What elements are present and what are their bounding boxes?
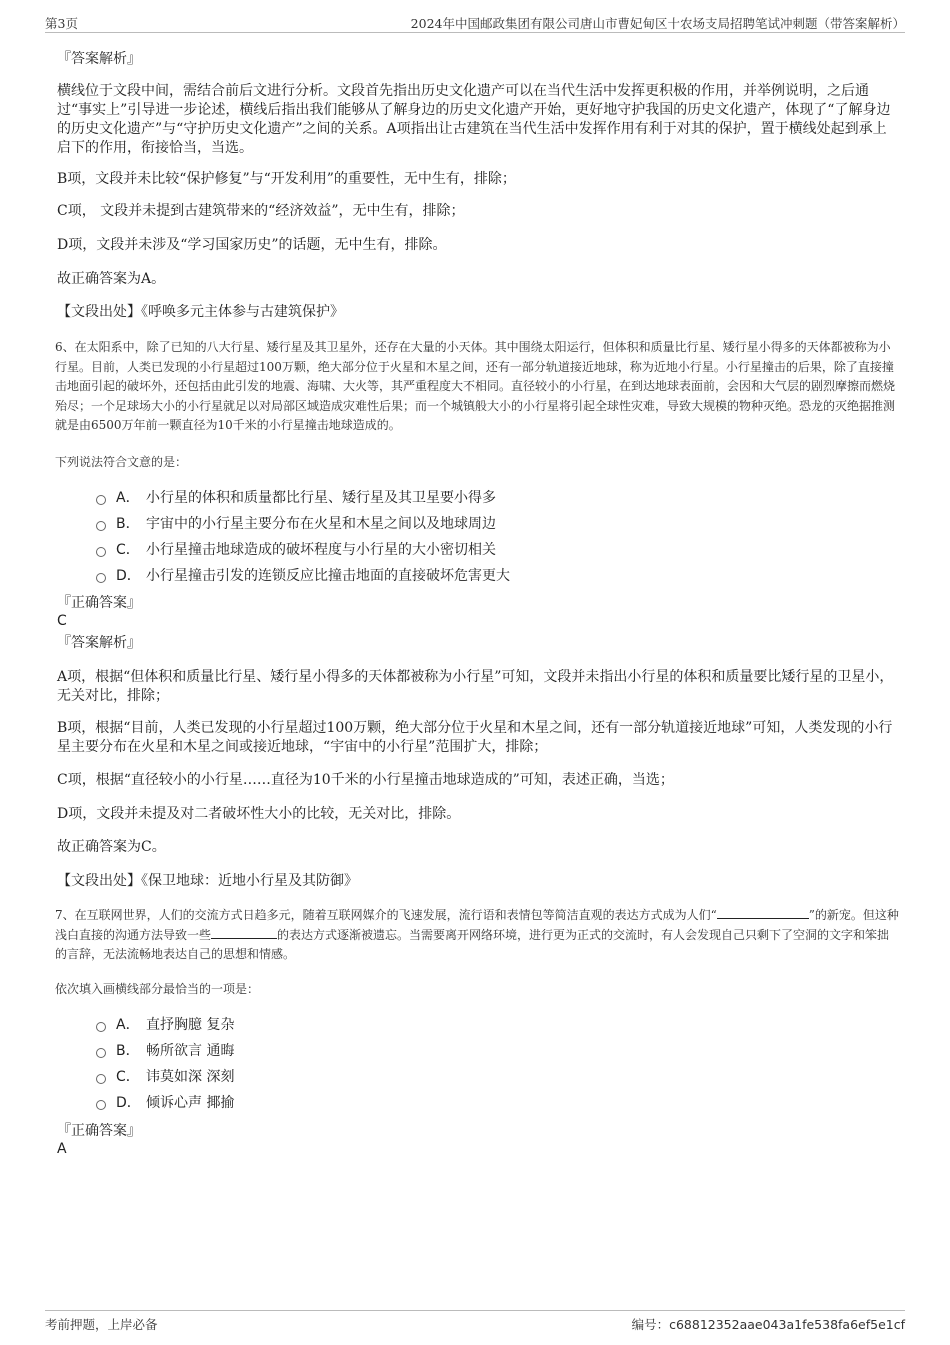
q7-passage: 7、在互联网世界，人们的交流方式日趋多元，随着互联网媒介的飞速发展，流行语和表情包等简洁直观的表达方式成为人们“ ”的新宠。但这种浅白直接的沟通方法导致一些 的表达方式逐渐被遗忘。当需要离开网络环境，进行更为正式的交流时，有人会发现自己只剩下了空洞的文字和笨拙的言辞，无法流畅地表达自己的思想和情感。 — [55, 908, 899, 961]
radio-icon[interactable] — [96, 1022, 106, 1032]
radio-icon[interactable] — [96, 1048, 106, 1058]
q6-analysis-b: B项，根据“目前，人类已发现的小行星超过100万颗，绝大部分位于火星和木星之间，还有一部分轨道接近地球”可知，人类发现的小行星主要分布在火星和木星之间或接近地球，“宇宙中的小行星”范围扩大，排除； — [57, 720, 893, 755]
footer-slogan: 考前押题，上岸必备 — [45, 1317, 158, 1332]
document-title: 2024年中国邮政集团有限公司唐山市曹妃甸区十农场支局招聘笔试冲刺题（带答案解析） — [410, 16, 905, 31]
q7-answer: A — [57, 1141, 67, 1157]
q7-option-a[interactable]: A． 直抒胸臆 复杂 — [96, 1015, 234, 1035]
answer-blank-2 — [211, 926, 277, 939]
q6-passage: 6、在太阳系中，除了已知的八大行星、矮行星及其卫星外，还存在大量的小天体。其中围绕太阳运行，但体积和质量比行星、矮行星小得多的天体都被称为小行星。目前，人类已发现的小行星超过100万颗，绝大部分位于火星和木星之间，还有一部分轨道接近地球，称为近地小行星。小行星撞击的后果，除了直接撞击地面引起的破坏外，还包括由此引发的地震、海啸、大火等，其严重程度大不相同。直径较小的小行星，在到达地球表面前，会因和大气层的剧烈摩擦而燃烧殆尽；一个足球场大小的小行星就足以对局部区域造成灾难性后果；而一个城镇般大小的小行星将引起全球性灾难，导致大规模的物种灭绝。恐龙的灭绝据推测就是由6500万年前一颗直径为10千米的小行星撞击地球造成的。 — [55, 340, 896, 432]
q7-option-d[interactable]: D． 倾诉心声 揶揄 — [96, 1093, 234, 1113]
radio-icon[interactable] — [96, 1100, 106, 1110]
q6-source: 【文段出处】《保卫地球：近地小行星及其防御》 — [57, 873, 358, 889]
q5-conclusion: 故正确答案为A。 — [57, 271, 166, 287]
q6-prompt: 下列说法符合文意的是： — [55, 455, 188, 469]
q6-analysis-c: C项，根据“直径较小的小行星……直径为10千米的小行星撞击地球造成的”可知，表述正确，当选； — [57, 772, 674, 788]
q5-analysis-d: D项，文段并未涉及“学习国家历史”的话题，无中生有，排除。 — [57, 237, 447, 253]
q6-option-c[interactable]: C． 小行星撞击地球造成的破坏程度与小行星的大小密切相关 — [96, 540, 496, 560]
page-number: 第3页 — [45, 16, 78, 31]
q6-analysis-a: A项，根据“但体积和质量比行星、矮行星小得多的天体都被称为小行星”可知，文段并未指出小行星的体积和质量要比矮行星的卫星小，无关对比，排除； — [57, 669, 894, 704]
radio-icon[interactable] — [96, 521, 106, 531]
q7-option-c[interactable]: C． 讳莫如深 深刻 — [96, 1067, 234, 1087]
q5-analysis-c: C项， 文段并未提到古建筑带来的“经济效益”，无中生有，排除； — [57, 203, 465, 219]
radio-icon[interactable] — [96, 547, 106, 557]
page-header — [45, 14, 905, 33]
q6-analysis-d: D项，文段并未提及对二者破坏性大小的比较，无关对比，排除。 — [57, 806, 461, 822]
q6-option-b[interactable]: B． 宇宙中的小行星主要分布在火星和木星之间以及地球周边 — [96, 514, 496, 534]
q6-answer-label: 『正确答案』 — [57, 595, 141, 611]
q6-analysis-label: 『答案解析』 — [57, 635, 141, 651]
document-id: 编号：c68812352aae043a1fe538fa6ef5e1cf — [631, 1317, 905, 1332]
q5-analysis-b: B项，文段并未比较“保护修复”与“开发利用”的重要性，无中生有，排除； — [57, 171, 516, 187]
q6-answer: C — [57, 613, 67, 629]
q6-option-d[interactable]: D． 小行星撞击引发的连锁反应比撞击地面的直接破坏危害更大 — [96, 566, 510, 586]
q6-option-a[interactable]: A． 小行星的体积和质量都比行星、矮行星及其卫星要小得多 — [96, 488, 496, 508]
q5-analysis-main: 横线位于文段中间，需结合前后文进行分析。文段首先指出历史文化遗产可以在当代生活中发挥更积极的作用，并举例说明，之后通过“事实上”引导进一步论述，横线后指出我们能够从了解身边的历史文化遗产开始，更好地守护我国的历史文化遗产，体现了“了解身边的历史文化遗产”与“守护历史文化遗产”之间的关系。A项指出让古建筑在当代生活中发挥作用有利于对其的保护，置于横线处起到承上启下的作用，衔接恰当，当选。 — [57, 83, 891, 156]
answer-blank-1 — [717, 906, 809, 919]
q5-analysis-label: 『答案解析』 — [57, 51, 141, 67]
radio-icon[interactable] — [96, 495, 106, 505]
q7-option-b[interactable]: B． 畅所欲言 通晦 — [96, 1041, 234, 1061]
q7-prompt: 依次填入画横线部分最恰当的一项是： — [55, 982, 260, 996]
q7-answer-label: 『正确答案』 — [57, 1123, 141, 1139]
radio-icon[interactable] — [96, 1074, 106, 1084]
page-footer — [45, 1310, 905, 1335]
q6-conclusion: 故正确答案为C。 — [57, 839, 166, 855]
q5-source: 【文段出处】《呼唤多元主体参与古建筑保护》 — [57, 304, 344, 320]
radio-icon[interactable] — [96, 573, 106, 583]
